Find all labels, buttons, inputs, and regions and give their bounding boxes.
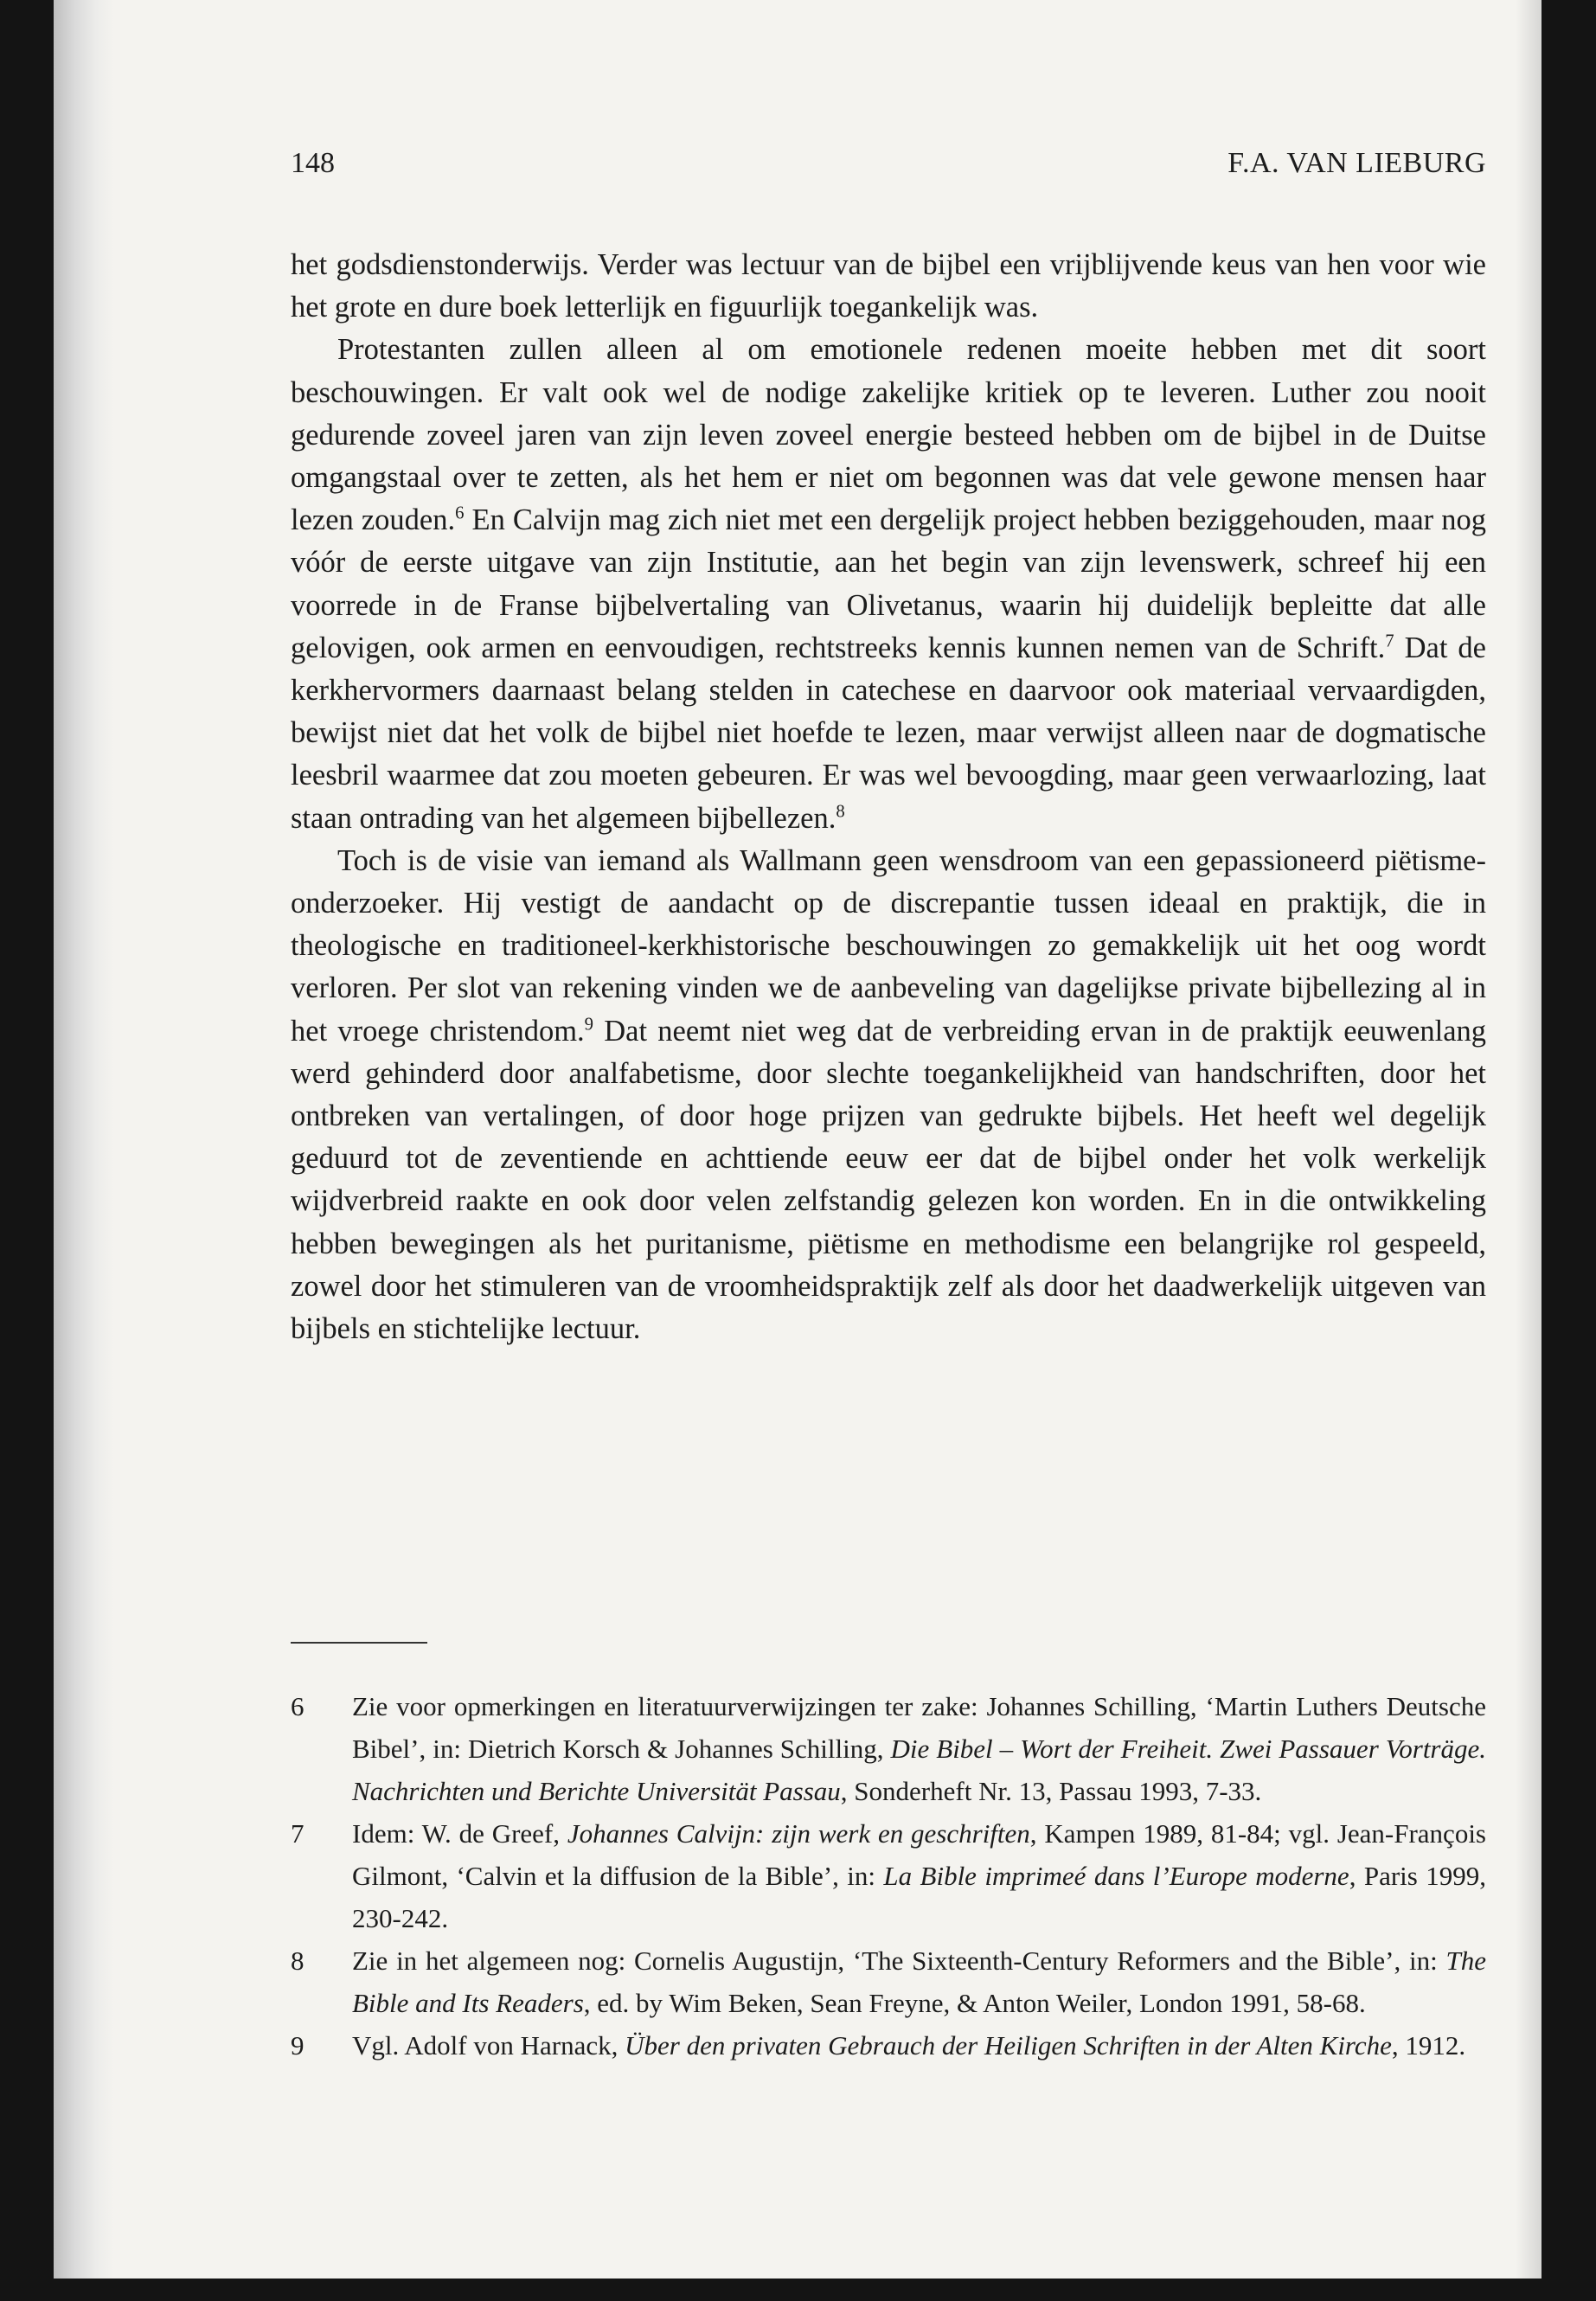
page-binding-shadow bbox=[54, 0, 114, 2301]
footnote-text: Vgl. Adolf von Harnack, bbox=[352, 2030, 625, 2061]
footnote-separator bbox=[291, 1642, 427, 1644]
running-head: F.A. VAN LIEBURG bbox=[1227, 147, 1486, 179]
paragraph-3-text-2: Dat neemt niet weg dat de verbreiding ervan in de praktijk eeuwenlang werd gehinderd door analfabetisme, door slechte toegankelijkheid van handschriften, door het ontbreken van vertalingen, of door hoge prijzen van gedrukte bijbels. Het heeft wel degelijk geduurd tot de zeventiende en achttiende eeuw eer dat de bijbel onder het volk werkelijk wijdverbreid raakte en ook door velen zelfstandig gelezen kon worden. En in die ontwikkeling hebben bewegingen als het puritanisme, piëtisme en methodisme een belangrijke rol gespeeld, zowel door het stimuleren van de vroomheidspraktijk zelf als door het daadwerkelijk uitgeven van bijbels en stichtelijke lectuur. bbox=[291, 1014, 1487, 1346]
footnote-7 bbox=[291, 1812, 1486, 1939]
footnote-number: 6 bbox=[291, 1691, 304, 1721]
footnote-text: , ed. by Wim Beken, Sean Freyne, & Anton Weiler, London 1991, 58-68. bbox=[583, 1988, 1366, 2018]
footnote-ref-9: 9 bbox=[584, 1015, 594, 1035]
paragraph-2-text-2: En Calvijn mag zich niet met een dergelijk project hebben beziggehouden, maar nog vóór de eerste uitgave van zijn Institutie, aan het begin van zijn levenswerk, schreef hij een voorrede in de Franse bijbelvertaling van Olivetanus, waarin hij duidelijk bepleitte dat alle gelovigen, ook armen en eenvoudigen, rechtstreeks kennis kunnen nemen van de Schrift. bbox=[291, 503, 1486, 664]
footnote-8 bbox=[291, 1939, 1486, 2024]
footnote-9 bbox=[291, 2024, 1486, 2067]
scan-bottom-border bbox=[54, 2279, 1542, 2301]
book-page bbox=[54, 0, 1542, 2301]
footnote-text: , Sonderheft Nr. 13, Passau 1993, 7-33. bbox=[840, 1776, 1262, 1806]
footnote-number: 7 bbox=[291, 1818, 304, 1849]
body-text bbox=[291, 244, 1486, 1350]
footnote-number: 9 bbox=[291, 2030, 304, 2061]
footnote-text: Zie voor opmerkingen en literatuurverwijzingen ter zake: Johannes Schilling, ‘Martin Luthers Deutsche Bibel’, in: Dietrich Korsch & Johannes Schilling, bbox=[352, 1691, 1486, 1764]
page-number: 148 bbox=[291, 147, 335, 179]
paragraph-1-text: het godsdienstonderwijs. Verder was lectuur van de bijbel een vrijblijvende keus van hen voor wie het grote en dure boek letterlijk en figuurlijk toegankelijk was. bbox=[291, 248, 1486, 324]
footnote-title: Die Bibel – Wort der Freiheit. Zwei Passauer Vorträge. Nachrichten und Berichte Universität Passau bbox=[352, 1734, 1486, 1806]
footnote-text: , Kampen 1989, 81-84; vgl. Jean-François Gilmont, ‘Calvin et la diffusion de la Bible’, in: bbox=[352, 1818, 1486, 1891]
footnote-title: Johannes Calvijn: zijn werk en geschriften bbox=[567, 1818, 1030, 1849]
page-header bbox=[291, 147, 1486, 190]
paragraph-2-text-3: Dat de kerkhervormers daarnaast belang stelden in catechese en daarvoor ook materiaal vervaardigden, bewijst niet dat het volk de bijbel niet hoefde te lezen, maar verwijst alleen naar de dogmatische leesbril waarmee dat zou moeten gebeuren. Er was wel bevoogding, maar geen verwaarlozing, laat staan ontrading van het algemeen bijbellezen. bbox=[291, 631, 1486, 835]
paragraph-3-text: Toch is de visie van iemand als Wallmann geen wensdroom van een gepassioneerd piëtisme-onderzoeker. Hij vestigt de aandacht op de discrepantie tussen ideaal en praktijk, die in theologische en traditioneel-kerkhistorische beschouwingen zo gemakkelijk uit het oog wordt verloren. Per slot van rekening vinden we de aanbeveling van dagelijkse private bijbellezing al in het vroege christendom. bbox=[291, 843, 1486, 1048]
footnote-ref-8: 8 bbox=[836, 802, 845, 822]
footnote-ref-6: 6 bbox=[455, 503, 465, 523]
footnote-6 bbox=[291, 1685, 1486, 1812]
paragraph-2-text: Protestanten zullen alleen al om emotionele redenen moeite hebben met dit soort beschouwingen. Er valt ook wel de nodige zakelijke kritiek op te leveren. Luther zou nooit gedurende zoveel jaren van zijn leven zoveel energie besteed hebben om de bijbel in de Duitse omgangstaal over te zetten, als het hem er niet om begonnen was dat vele gewone mensen haar lezen zouden. bbox=[291, 333, 1486, 537]
footnote-ref-7: 7 bbox=[1385, 631, 1394, 651]
paragraph-2 bbox=[291, 329, 1486, 839]
paragraph-1 bbox=[291, 244, 1486, 329]
footnote-text: , 1912. bbox=[1391, 2030, 1466, 2061]
footnote-text: , Paris 1999, 230-242. bbox=[352, 1861, 1486, 1933]
footnote-title: The Bible and Its Readers bbox=[352, 1945, 1486, 2018]
page-edge-shadow bbox=[1516, 0, 1542, 2301]
footnote-text: Zie in het algemeen nog: Cornelis Augustijn, ‘The Sixteenth-Century Reformers and the Bible’, in: bbox=[352, 1945, 1446, 1976]
footnotes bbox=[291, 1685, 1486, 2067]
footnote-number: 8 bbox=[291, 1945, 304, 1976]
paragraph-3 bbox=[291, 840, 1486, 1350]
footnote-text: Idem: W. de Greef, bbox=[352, 1818, 567, 1849]
footnote-title: Über den privaten Gebrauch der Heiligen Schriften in der Alten Kirche bbox=[625, 2030, 1392, 2061]
footnote-title: La Bible imprimeé dans l’Europe moderne bbox=[883, 1861, 1349, 1891]
